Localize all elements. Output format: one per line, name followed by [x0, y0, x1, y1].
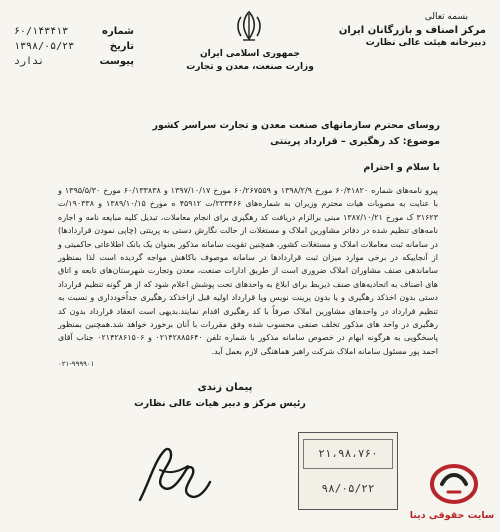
- number-label: شماره: [102, 26, 134, 37]
- attachment-label: پیوست: [99, 56, 134, 67]
- letterhead-organization: [336, 12, 486, 48]
- iran-emblem-icon: [231, 8, 267, 44]
- body-paragraph: پیرو نامه‌های شماره ۶۰/۴۱۸۲۰ مورخ ۱۳۹۸/۲/۹ و ۶۰/۲۶۷۵۵۹ مورخ ۱۳۹۷/۱۰/۱۷ و ۶۰/۱۳۳۸۳۸ مورخ ۱۳۹۵/۵/۳۰ و با عنایت به مصوبات هیات محترم وزیران به شماره‌های ۲۳۳۴۶۶/ت ۴۵۹۱۲ ه مورخ ۱۳۸۹/۱۰/۱۵ و ۱۹۰۳۳۸/ت ۳۱۶۲۳ ک مورخ ۱۳۸۷/۱۰/۲۱ مبنی برالزام دریافت کد رهگیری برای انجام معاملات، تبدیل کلیه مبایعه نامه و اجاره نامه‌های تنظیم شده در دفاتر مشاورین املاک و مستغلات از حالت نگارش دستی به پرینتی (چاپی نمودن قراردادها) در سامانه ثبت معاملات املاک و مستغلات کشور، همچنین تقویت سامانه مذکور بعنوان یک بانک اطلاعاتی حاکمیتی و از آنجاییکه در برخی موارد میزان ثبت قراردادها در سامانه موصوف باکاهش مواجه گردیده است لذا بمنظور ساماندهی صنف مشاوران املاک ضروری است از طریق ادارات صنعت، معدن وتجارت شهرستان‌های تابعه و اتاق های اصناف به اتحادیه‌های صنف ذیربط برای ابلاغ به واحدهای تحت پوشش اعلام شود که از هر گونه تنظیم قرارداد دستی بدون اخذکد رهگیری و یا بدون پرینت نویس ویا قرارداد اولیه قبل ازاخذکد رهگیری جداًخودداری و نسبت به تنظیم قرارداد در واحدهای مشاورین املاک صرفاً با کد رهگیری اقدام نمایند.بدیهی است انعقاد قرارداد بدون کد رهگیری در واحد های مذکور تخلف صنفی محسوب شده وفق مقررات با آنان برخورد خواهد شد.همچنین بمنظور پاسخگویی به هرگونه ابهام در خصوص سامانه مذکور با شماره تلفن ۰۲۱۴۲۸۸۵۶۴۰ و ۰۲۱۴۲۸۶۱۵۰۶ جناب آقای احمد پور مسئول سامانه املاک شرکت راهبر هماهنگی لازم بعمل آید.: [58, 186, 439, 356]
- greeting: با سلام و احترام: [363, 162, 440, 173]
- date-label: تاریخ: [109, 41, 134, 52]
- subject: موضوع: کد رهگیری – قرارداد پرینتی: [270, 136, 440, 147]
- letter-meta: [14, 24, 134, 69]
- addressee: روسای محترم سازمانهای صنعت معدن و تجارت سراسر کشور: [152, 120, 440, 131]
- letter-body: [58, 184, 438, 372]
- watermark-text: سایت حقوقی دینا: [409, 510, 495, 521]
- dina-logo-icon: [418, 462, 490, 506]
- date-value: ۱۳۹۸/۰۵/۲۳: [14, 41, 75, 52]
- meta-attachment-row: [14, 54, 134, 69]
- stamp-line-1: ۲۱،۹۸،۷۶۰: [303, 439, 393, 469]
- meta-number-row: [14, 24, 134, 39]
- meta-date-row: [14, 39, 134, 54]
- signatory-title: رئیس مرکز و دبیر هیات عالی نظارت: [134, 398, 306, 409]
- country-name: جمهوری اسلامی ایران: [199, 49, 301, 59]
- registry-stamp: [298, 432, 398, 510]
- cc-phone: ۰۲۱-۹۹۹۹۰۱: [58, 360, 95, 369]
- signatory-name: پیمان زندی: [197, 382, 253, 393]
- org-name: مرکز اصناف و بازرگانان ایران: [338, 25, 486, 36]
- handwritten-signature-icon: [130, 440, 220, 510]
- ministry-name: وزارت صنعت، معدن و تجارت: [186, 62, 314, 72]
- number-value: ۶۰/۱۴۳۴۱۳: [14, 26, 69, 37]
- attachment-value: ندارد: [14, 56, 45, 67]
- org-department: دبیرخانه هیئت عالی نظارت: [365, 38, 486, 48]
- letterhead-ministry: [180, 48, 320, 74]
- stamp-line-2: ۹۸/۰۵/۲۲: [321, 482, 375, 495]
- invocation-text: بسمه تعالی: [424, 12, 468, 22]
